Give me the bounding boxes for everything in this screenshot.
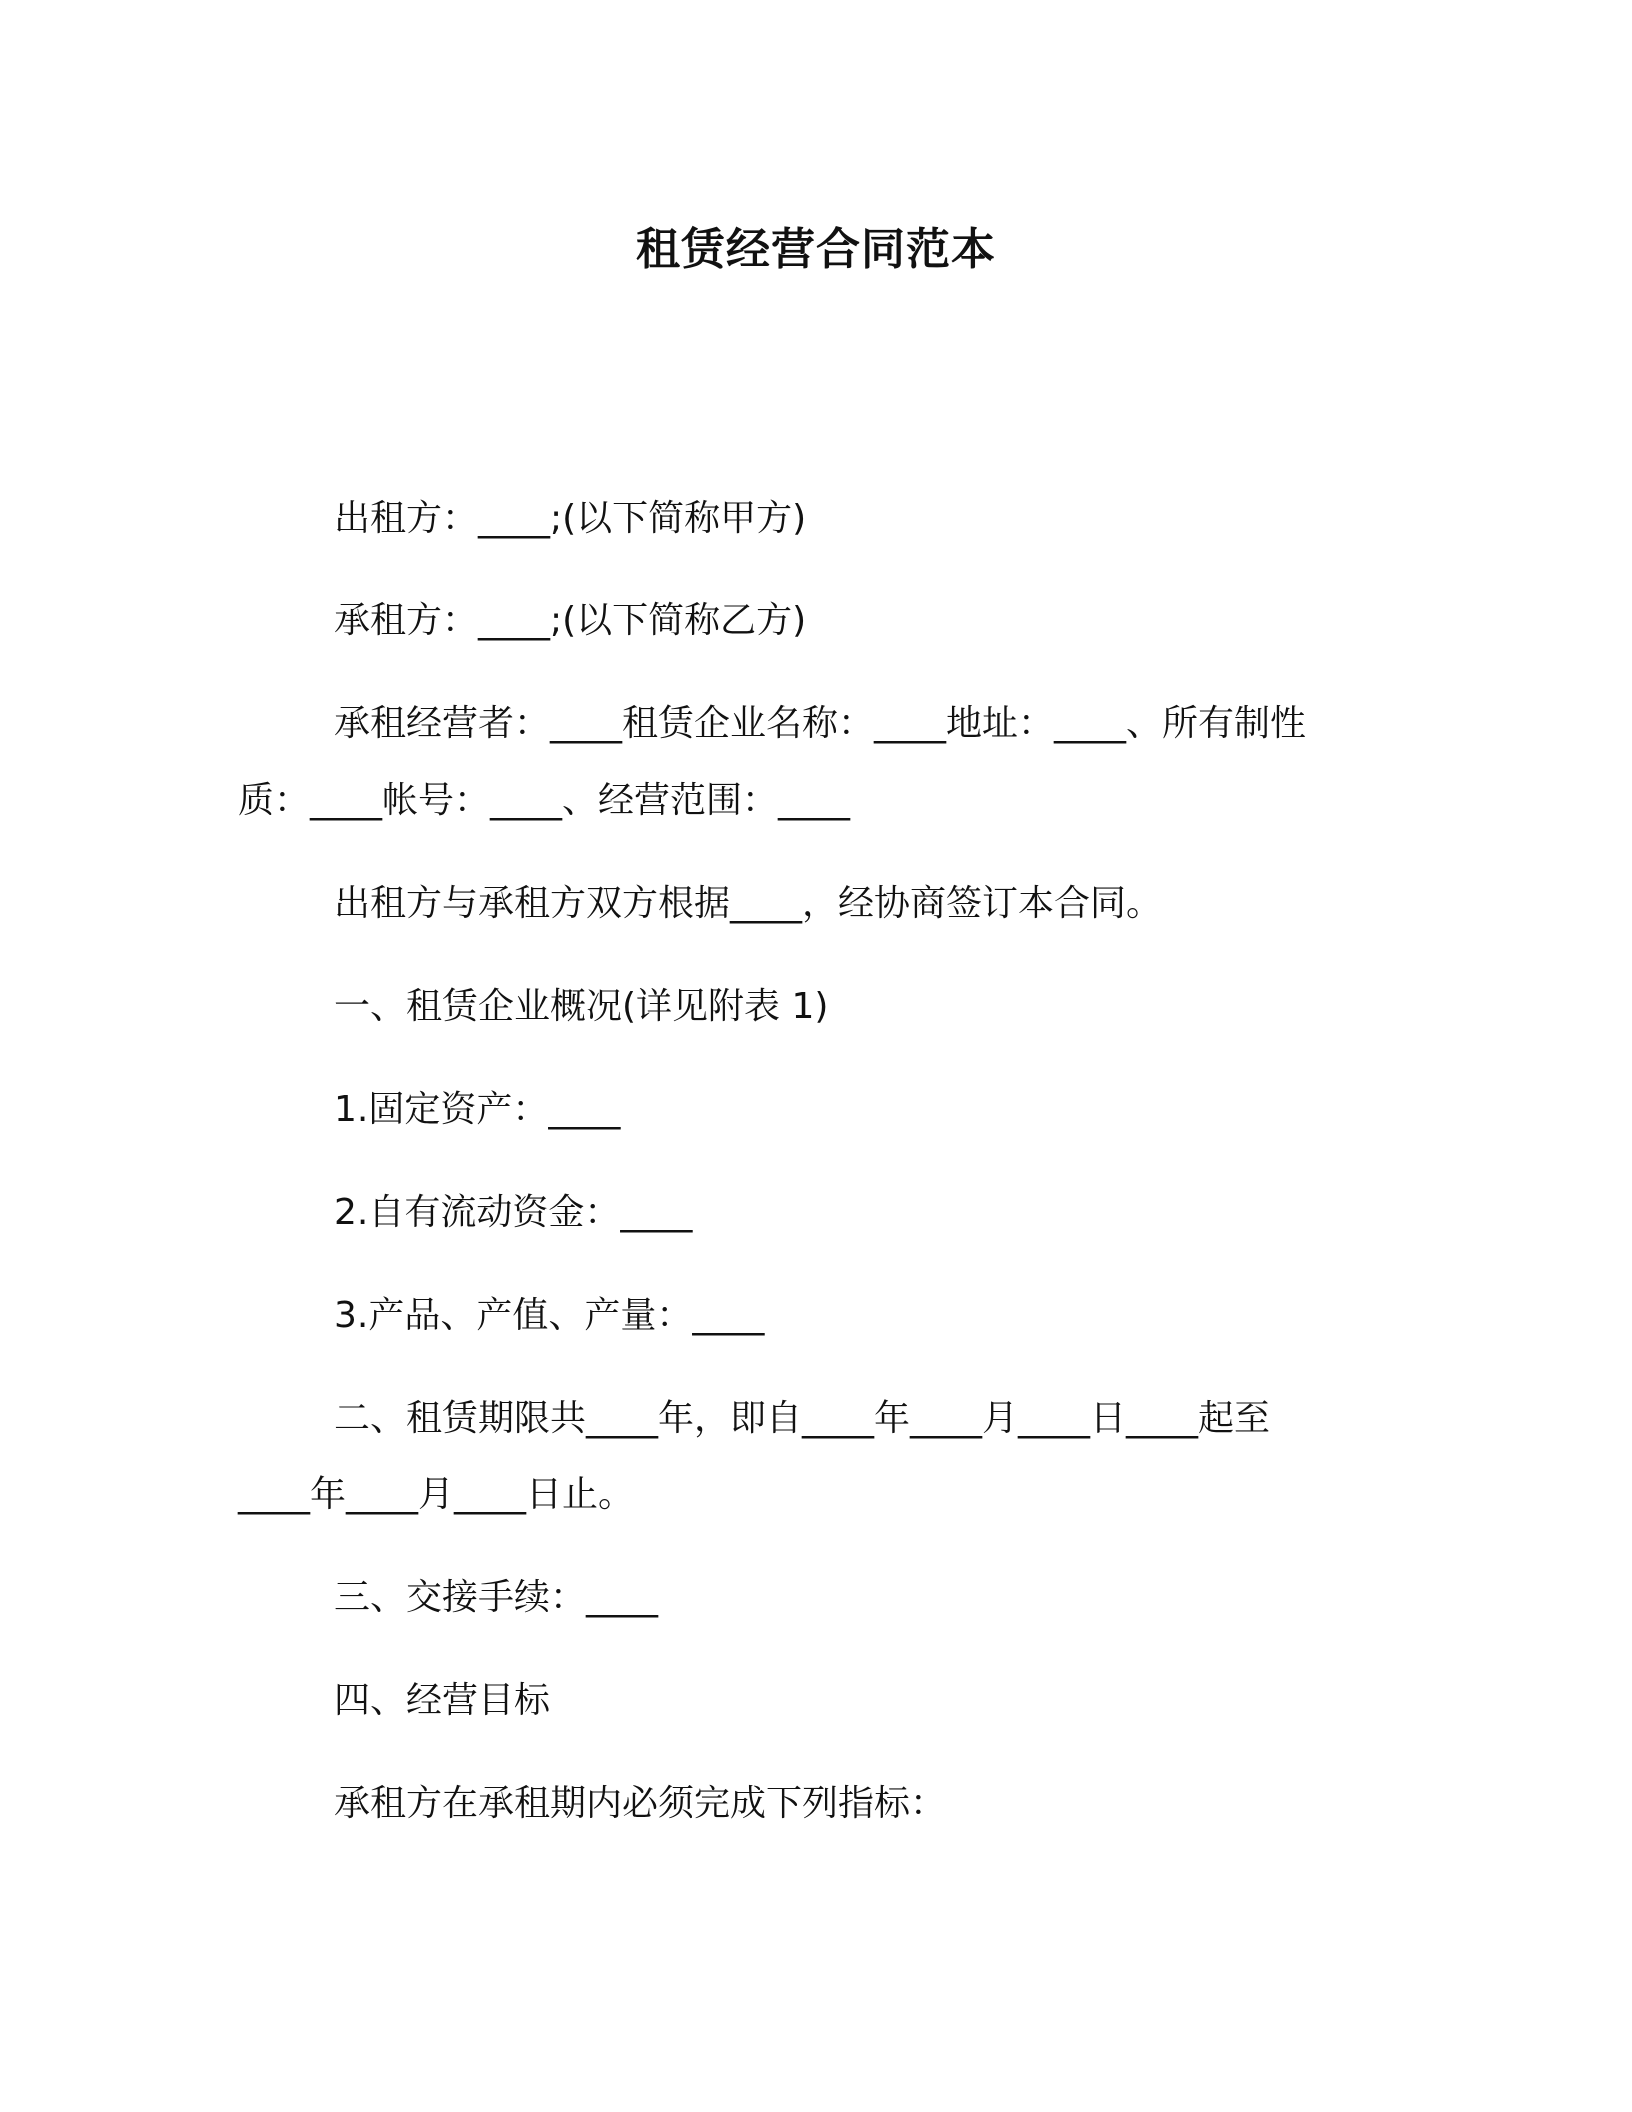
item-products-output: 3.产品、产值、产量：____	[334, 1295, 765, 1336]
section-heading-2-line-2: ____年____月____日止。	[238, 1474, 635, 1515]
document-title: 租赁经营合同范本	[636, 224, 996, 275]
agreement-basis-line: 出租方与承租方双方根据____，经协商签订本合同。	[334, 883, 1163, 924]
section-heading-1: 一、租赁企业概况(详见附表 1)	[334, 986, 829, 1027]
section-heading-4: 四、经营目标	[334, 1680, 551, 1721]
item-fixed-assets: 1.固定资产：____	[334, 1089, 621, 1130]
lessor-line: 出租方：____;(以下简称甲方)	[334, 498, 807, 539]
operator-info-line-2: 质：____帐号：____、经营范围：____	[238, 780, 851, 821]
item-working-capital: 2.自有流动资金：____	[334, 1192, 693, 1233]
targets-intro-line: 承租方在承租期内必须完成下列指标：	[334, 1783, 947, 1824]
section-heading-3: 三、交接手续：____	[334, 1577, 659, 1618]
operator-info-line-1: 承租经营者：____租赁企业名称：____地址：____、所有制性	[334, 703, 1307, 744]
lessee-line: 承租方：____;(以下简称乙方)	[334, 600, 807, 641]
section-heading-2-line-1: 二、租赁期限共____年，即自____年____月____日____起至	[334, 1398, 1271, 1439]
